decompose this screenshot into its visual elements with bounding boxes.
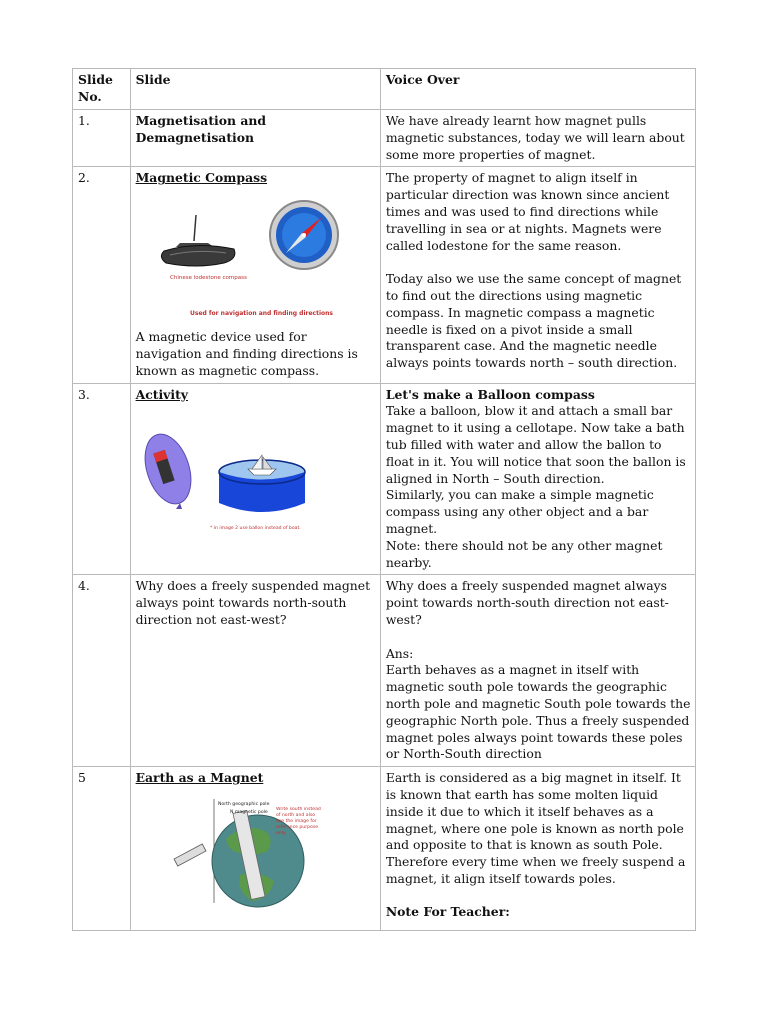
voice-paragraph: Today also we use the same concept of magnet to find out the directions using magnetic compass. In magnetic compass a magnetic needle is fixed on a pivot inside a small transparent case. And the magnetic needle always points towards north – south direction. — [385, 271, 682, 371]
balloon-compass-image — [136, 417, 376, 535]
slide-cell — [130, 575, 380, 767]
voice-cell — [380, 167, 695, 383]
geo-pole-label: North geographic pole — [217, 801, 269, 807]
table-row — [73, 383, 696, 575]
row-number: 1. — [73, 110, 131, 167]
voice-question: Why does a freely suspended magnet always point towards north-south direction not east-west? — [385, 578, 669, 627]
earth-image-note: Write south instead of north and also use the image for reference purpose only. — [275, 806, 321, 836]
slide-cell — [130, 110, 380, 167]
slide-cell — [130, 383, 380, 575]
compass-icon — [270, 201, 338, 269]
balloon-icon — [136, 429, 198, 510]
voice-cell — [380, 575, 695, 767]
header-slide: Slide — [130, 69, 380, 110]
lesson-table — [72, 68, 696, 931]
header-voice-over: Voice Over — [380, 69, 695, 110]
lodestone-label: Chinese lodestone compass — [169, 275, 247, 282]
slide-text: A magnetic device used for navigation and finding directions is known as magnetic compass. — [135, 329, 358, 378]
voice-cell — [380, 110, 695, 167]
voice-paragraph: Earth is considered as a big magnet in itself. It is known that earth has some molten liquid inside it due to which it itself behaves as a magnet, where one pole is known as north pole and opposite to that is known as south Pole. Therefore every time when we freely suspend a magnet, it align itself towards poles. — [385, 770, 686, 886]
compass-caption: Used for navigation and finding directions — [189, 310, 333, 318]
suspended-magnet-icon — [174, 844, 206, 866]
slide-cell — [130, 167, 380, 383]
slide-title: Activity — [135, 386, 188, 402]
slide-title: Earth as a Magnet — [135, 770, 264, 786]
slide-title: Magnetic Compass — [135, 170, 268, 186]
slide-title: Magnetisation and Demagnetisation — [135, 113, 267, 145]
lodestone-icon — [161, 215, 234, 266]
header-row — [73, 69, 696, 110]
teacher-note-label: Note For Teacher: — [385, 904, 510, 920]
table-row — [73, 167, 696, 383]
voice-answer-label: Ans: — [385, 645, 414, 661]
slide-cell — [130, 767, 380, 931]
voice-paragraph: Take a balloon, blow it and attach a small bar magnet to it using a cellotape. Now take a bath tub filled with water and allow the ballon to float in it. You will notice that soon the ballon is aligned in North – South direction. — [385, 403, 686, 486]
row-number: 2. — [73, 167, 131, 383]
voice-answer: Earth behaves as a magnet in itself with magnetic south pole towards the geographic north pole and magnetic South pole towards the geographic North pole. Thus a freely suspended magnet poles always point towards these poles or North-South direction — [385, 662, 691, 762]
voice-paragraph: Similarly, you can make a simple magnetic compass using any other object and a bar magnet. — [385, 487, 654, 536]
row-number: 3. — [73, 383, 131, 575]
table-row — [73, 767, 696, 931]
table-row — [73, 575, 696, 767]
voice-text: We have already learnt how magnet pulls magnetic substances, today we will learn about some more properties of magnet. — [385, 113, 685, 162]
tub-icon — [219, 455, 305, 512]
voice-paragraph: The property of magnet to align itself in particular direction was known since ancient times and was used to find directions while travelling in sea or at nights. Magnets were called lodestone for the same reason. — [385, 170, 670, 253]
voice-paragraph: Note: there should not be any other magnet nearby. — [385, 537, 663, 570]
voice-cell — [380, 383, 695, 575]
mag-pole-label: N magnetic pole — [229, 809, 268, 815]
table-row — [73, 110, 696, 167]
balloon-image-note: * in image 2 use ballon instead of boat. — [209, 526, 301, 532]
earth-magnet-image — [136, 795, 376, 909]
voice-title: Let's make a Balloon compass — [385, 386, 595, 402]
slide-text: Why does a freely suspended magnet always point towards north-south direction not east-west? — [135, 578, 371, 627]
voice-cell — [380, 767, 695, 931]
row-number: 4. — [73, 575, 131, 767]
compass-image — [136, 197, 376, 321]
header-slide-no: Slide No. — [73, 69, 131, 110]
row-number: 5 — [73, 767, 131, 931]
